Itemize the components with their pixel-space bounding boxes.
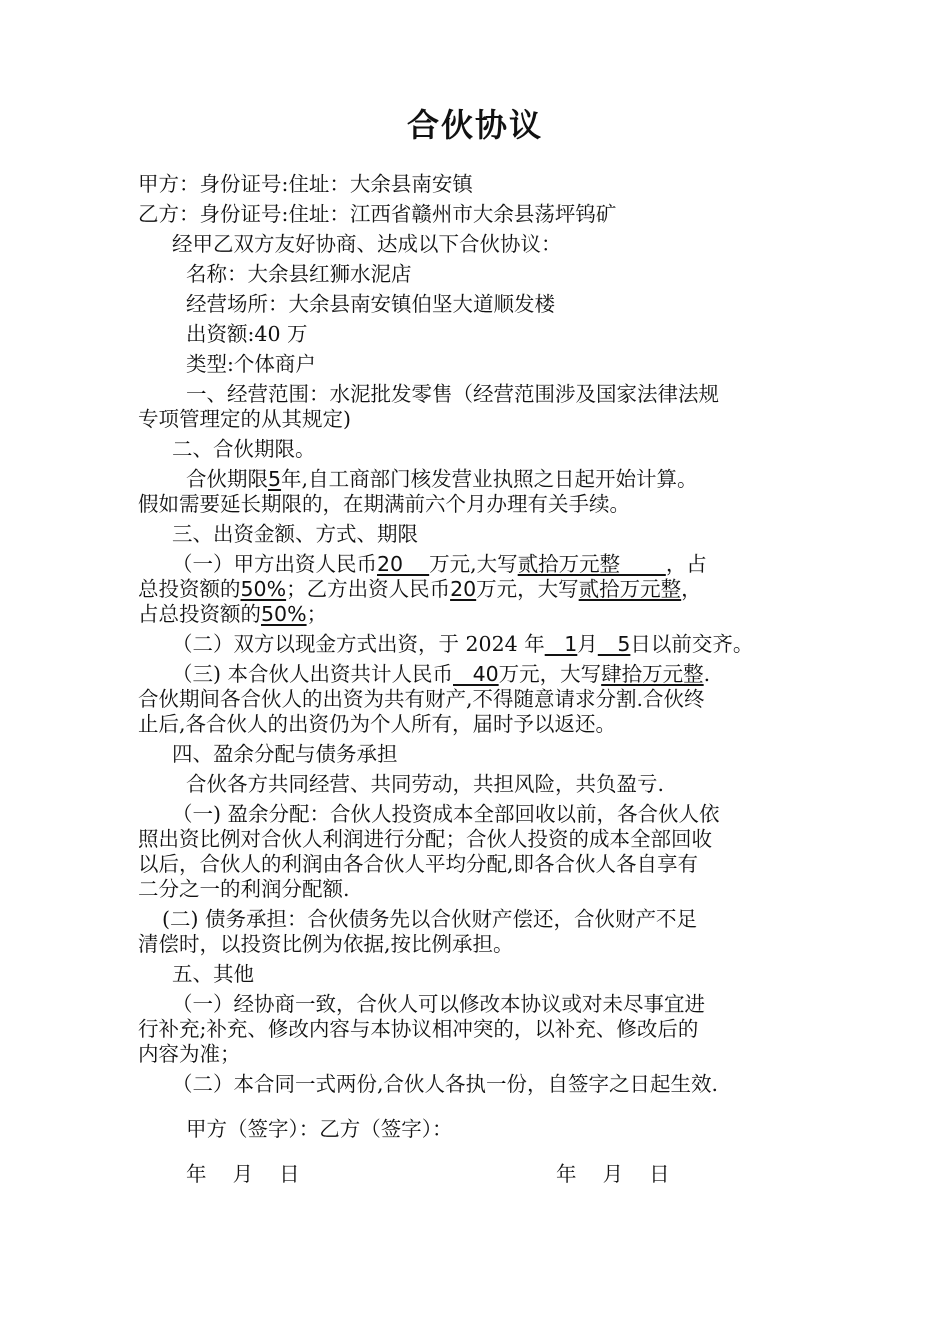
party-a-line: 甲方：身份证号:住址：大余县南安镇 [138, 172, 473, 196]
business-place-line: 经营场所：大余县南安镇伯坚大道顺发楼 [186, 292, 555, 316]
section-3-p3-line-2: 合伙期间各合伙人的出资为共有财产,不得随意请求分割.合伙终 [138, 687, 705, 711]
section-4-p2-line-2: 清偿时，以投资比例为依据,按比例承担。 [138, 932, 514, 956]
section-3-p1-line-1 [172, 550, 707, 578]
section-3-heading: 三、出资金额、方式、期限 [172, 522, 418, 546]
section-2-line-2: 假如需要延长期限的，在期满前六个月办理有关手续。 [138, 492, 630, 516]
section-4-p2-line-1: (二) 债务承担：合伙债务先以合伙财产偿还，合伙财产不足 [162, 907, 698, 931]
party-b-amount-caps: 贰拾万元整 [578, 577, 682, 601]
text-fragment: （一）甲方出资人民币 [172, 552, 377, 576]
capital-line: 出资额:40 万 [186, 322, 308, 346]
term-years: 5 [268, 467, 282, 491]
text-fragment: 万元，大写 [498, 662, 602, 686]
deadline-day: 5 [597, 632, 631, 656]
section-3-p3-line-1 [172, 660, 710, 688]
party-b-amount: 20 [450, 577, 477, 601]
section-4-p1-line-3: 以后，合伙人的利润由各合伙人平均分配,即各合伙人各自享有 [138, 852, 699, 876]
text-fragment: 万元,大写 [429, 552, 518, 576]
section-4-p1-line-2: 照出资比例对合伙人利润进行分配；合伙人投资的成本全部回收 [138, 827, 712, 851]
text-fragment: . [703, 662, 711, 686]
date-left: 年 月 日 [186, 1162, 300, 1186]
term-prefix: 合伙期限 [186, 467, 268, 491]
text-fragment: （三) 本合伙人出资共计人民币 [172, 662, 454, 686]
party-b-line: 乙方：身份证号:住址：江西省赣州市大余县荡坪钨矿 [138, 202, 617, 226]
total-amount-caps: 肆拾万元整 [601, 662, 704, 686]
section-5-p1-line-2: 行补充;补充、修改内容与本协议相冲突的，以补充、修改后的 [138, 1017, 699, 1041]
text-fragment: 万元，大写 [476, 577, 579, 601]
signature-line: 甲方（签字）：乙方（签字）： [186, 1117, 453, 1141]
type-line: 类型:个体商户 [186, 352, 316, 376]
text-fragment: （二）双方以现金方式出资，于 2024 年 [172, 632, 545, 656]
total-amount: 40 [453, 662, 499, 686]
party-a-percent: 50% [240, 577, 287, 601]
section-3-p1-line-3 [138, 600, 327, 628]
party-b-percent: 50% [261, 602, 307, 626]
business-name-line: 名称：大余县红狮水泥店 [186, 262, 412, 286]
text-fragment: 占总投资额的 [138, 602, 261, 626]
text-fragment: ；乙方出资人民币 [286, 577, 451, 601]
section-4-intro: 合伙各方共同经营、共同劳动，共担风险，共负盈亏. [186, 772, 665, 796]
intro-line: 经甲乙双方友好协商、达成以下合伙协议： [172, 232, 562, 256]
text-fragment: ，占 [665, 552, 707, 576]
section-5-heading: 五、其他 [172, 962, 254, 986]
party-a-amount: 20 [377, 552, 430, 576]
section-1-line-2: 专项管理定的从其规定) [138, 407, 351, 431]
section-4-p1-line-1: （一) 盈余分配：合伙人投资成本全部回收以前，各合伙人依 [172, 802, 720, 826]
term-suffix: 年,自工商部门核发营业执照之日起开始计算。 [281, 467, 698, 491]
section-5-p1-line-3: 内容为准； [138, 1042, 241, 1066]
section-5-p1-line-1: （一）经协商一致，合伙人可以修改本协议或对未尽事宜进 [172, 992, 705, 1016]
section-3-p3-line-3: 止后,各合伙人的出资仍为个人所有，届时予以返还。 [138, 712, 617, 736]
text-fragment: ； [306, 602, 328, 626]
party-a-amount-caps: 贰拾万元整 [517, 552, 666, 576]
text-fragment: 日以前交齐。 [630, 632, 754, 656]
section-4-heading: 四、盈余分配与债务承担 [172, 742, 398, 766]
section-2-heading: 二、合伙期限。 [172, 437, 316, 461]
deadline-month: 1 [544, 632, 578, 656]
text-fragment: 月 [577, 632, 598, 656]
section-1-line-1: 一、经营范围：水泥批发零售（经营范围涉及国家法律法规 [186, 382, 719, 406]
section-3-p2 [172, 630, 753, 658]
section-2-line-1 [186, 465, 698, 493]
date-right: 年 月 日 [556, 1162, 670, 1186]
section-5-p2: （二）本合同一式两份,合伙人各执一份，自签字之日起生效. [172, 1072, 719, 1096]
section-3-p1-line-2 [138, 575, 702, 603]
text-fragment: 总投资额的 [138, 577, 241, 601]
text-fragment: ， [681, 577, 702, 601]
section-4-p1-line-4: 二分之一的利润分配额. [138, 877, 350, 901]
document-title: 合伙协议 [406, 106, 543, 144]
